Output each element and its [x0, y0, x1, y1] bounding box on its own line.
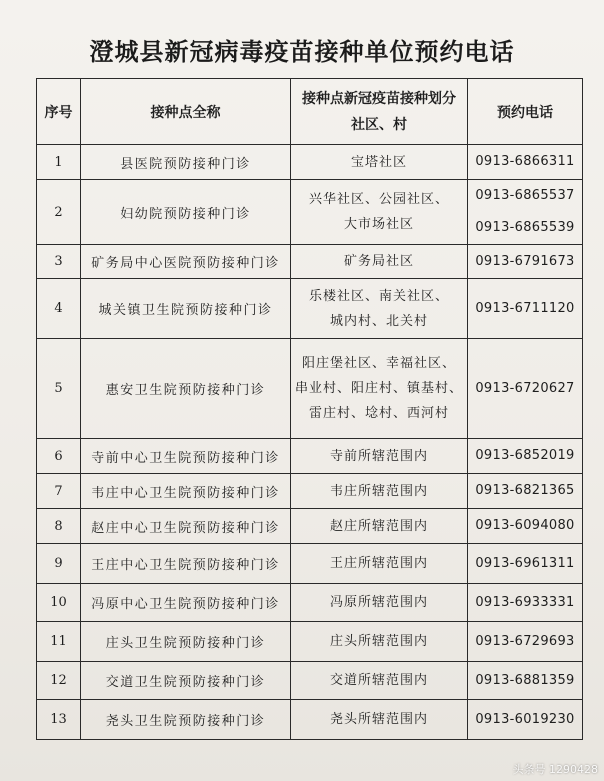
appointment-phone	[468, 180, 583, 245]
service-area-line: 尧头所辖范围内	[329, 712, 428, 727]
service-area	[291, 662, 468, 700]
row-number: 4	[37, 279, 81, 339]
service-area	[291, 439, 468, 474]
service-area-line: 阳庄堡社区、幸福社区、	[301, 356, 456, 371]
phone-number: 0913-6791673	[475, 253, 575, 269]
document-title: 澄城县新冠病毒疫苗接种单位预约电话	[89, 37, 515, 66]
header-no: 序号	[37, 79, 81, 145]
phone-number: 0913-6720627	[475, 380, 575, 396]
table-row	[37, 279, 583, 339]
table-row	[37, 509, 583, 544]
clinic-name: 赵庄中心卫生院预防接种门诊	[81, 509, 291, 544]
appointment-phone	[468, 662, 583, 700]
service-area-line: 兴华社区、公园社区、	[308, 192, 449, 207]
service-area	[291, 339, 468, 439]
appointment-phone	[468, 145, 583, 180]
header-area	[291, 79, 468, 145]
phone-number: 0913-6094080	[475, 518, 575, 533]
service-area-line: 大市场社区	[343, 217, 414, 232]
appointment-phone	[468, 700, 583, 740]
service-area	[291, 180, 468, 245]
table-header-row	[37, 79, 583, 145]
service-area	[291, 145, 468, 180]
service-area-line: 冯原所辖范围内	[329, 595, 428, 610]
header-area-line1: 接种点新冠疫苗接种划分	[302, 90, 456, 107]
table-row	[37, 700, 583, 740]
appointment-phone	[468, 509, 583, 544]
clinic-name: 尧头卫生院预防接种门诊	[81, 700, 291, 740]
appointment-table	[36, 78, 583, 740]
service-area	[291, 622, 468, 662]
appointment-phone	[468, 439, 583, 474]
table-row	[37, 584, 583, 622]
service-area-line: 王庄所辖范围内	[329, 556, 428, 571]
clinic-name: 冯原中心卫生院预防接种门诊	[81, 584, 291, 622]
phone-number: 0913-6852019	[475, 448, 575, 463]
service-area	[291, 584, 468, 622]
clinic-name: 城关镇卫生院预防接种门诊	[81, 279, 291, 339]
service-area	[291, 509, 468, 544]
row-number: 13	[37, 700, 81, 740]
service-area-line: 雷庄村、埝村、西河村	[308, 406, 449, 421]
table-row	[37, 474, 583, 509]
table-body	[37, 145, 583, 740]
service-area-line: 交道所辖范围内	[329, 673, 428, 688]
row-number: 9	[37, 544, 81, 584]
table-row	[37, 145, 583, 180]
phone-number: 0913-6865539	[475, 220, 575, 235]
row-number: 10	[37, 584, 81, 622]
appointment-phone	[468, 622, 583, 662]
phone-number: 0913-6933331	[475, 594, 575, 610]
clinic-name: 庄头卫生院预防接种门诊	[81, 622, 291, 662]
row-number: 8	[37, 509, 81, 544]
service-area	[291, 474, 468, 509]
table-row	[37, 180, 583, 245]
clinic-name: 惠安卫生院预防接种门诊	[81, 339, 291, 439]
service-area	[291, 279, 468, 339]
row-number: 1	[37, 145, 81, 180]
header-area-line2: 社区、村	[351, 116, 407, 133]
phone-number: 0913-6019230	[475, 711, 575, 727]
row-number: 12	[37, 662, 81, 700]
service-area	[291, 245, 468, 279]
row-number: 3	[37, 245, 81, 279]
appointment-phone	[468, 339, 583, 439]
row-number: 6	[37, 439, 81, 474]
table-row	[37, 544, 583, 584]
row-number: 7	[37, 474, 81, 509]
clinic-name: 矿务局中心医院预防接种门诊	[81, 245, 291, 279]
service-area-line: 乐楼社区、南关社区、	[308, 288, 449, 304]
clinic-name: 妇幼院预防接种门诊	[81, 180, 291, 245]
phone-number: 0913-6729693	[475, 633, 575, 649]
service-area	[291, 700, 468, 740]
table-row	[37, 662, 583, 700]
clinic-name: 县医院预防接种门诊	[81, 145, 291, 180]
table-row	[37, 439, 583, 474]
service-area-line: 矿务局社区	[343, 254, 414, 269]
phone-number: 0913-6881359	[475, 672, 575, 688]
service-area-line: 韦庄所辖范围内	[329, 483, 428, 499]
phone-number: 0913-6711120	[475, 300, 575, 316]
row-number: 11	[37, 622, 81, 662]
clinic-name: 寺前中心卫生院预防接种门诊	[81, 439, 291, 474]
appointment-phone	[468, 279, 583, 339]
watermark: 头条号 1290428	[512, 763, 598, 776]
service-area	[291, 544, 468, 584]
appointment-phone	[468, 584, 583, 622]
table-row	[37, 245, 583, 279]
service-area-line: 寺前所辖范围内	[329, 448, 428, 464]
row-number: 2	[37, 180, 81, 245]
clinic-name: 王庄中心卫生院预防接种门诊	[81, 544, 291, 584]
appointment-phone	[468, 544, 583, 584]
clinic-name: 韦庄中心卫生院预防接种门诊	[81, 474, 291, 509]
header-name: 接种点全称	[81, 79, 291, 145]
appointment-phone	[468, 245, 583, 279]
appointment-phone	[468, 474, 583, 509]
clinic-name: 交道卫生院预防接种门诊	[81, 662, 291, 700]
table-row	[37, 622, 583, 662]
service-area-line: 串业村、阳庄村、镇基村、	[294, 381, 463, 396]
header-phone: 预约电话	[468, 79, 583, 145]
service-area-line: 宝塔社区	[350, 154, 407, 170]
phone-number: 0913-6961311	[475, 555, 575, 571]
service-area-line: 城内村、北关村	[329, 313, 428, 329]
table-row	[37, 339, 583, 439]
service-area-line: 庄头所辖范围内	[329, 634, 428, 649]
phone-number: 0913-6821365	[475, 483, 575, 498]
phone-number: 0913-6865537	[475, 188, 575, 203]
phone-number: 0913-6866311	[475, 154, 575, 169]
row-number: 5	[37, 339, 81, 439]
service-area-line: 赵庄所辖范围内	[329, 518, 428, 534]
